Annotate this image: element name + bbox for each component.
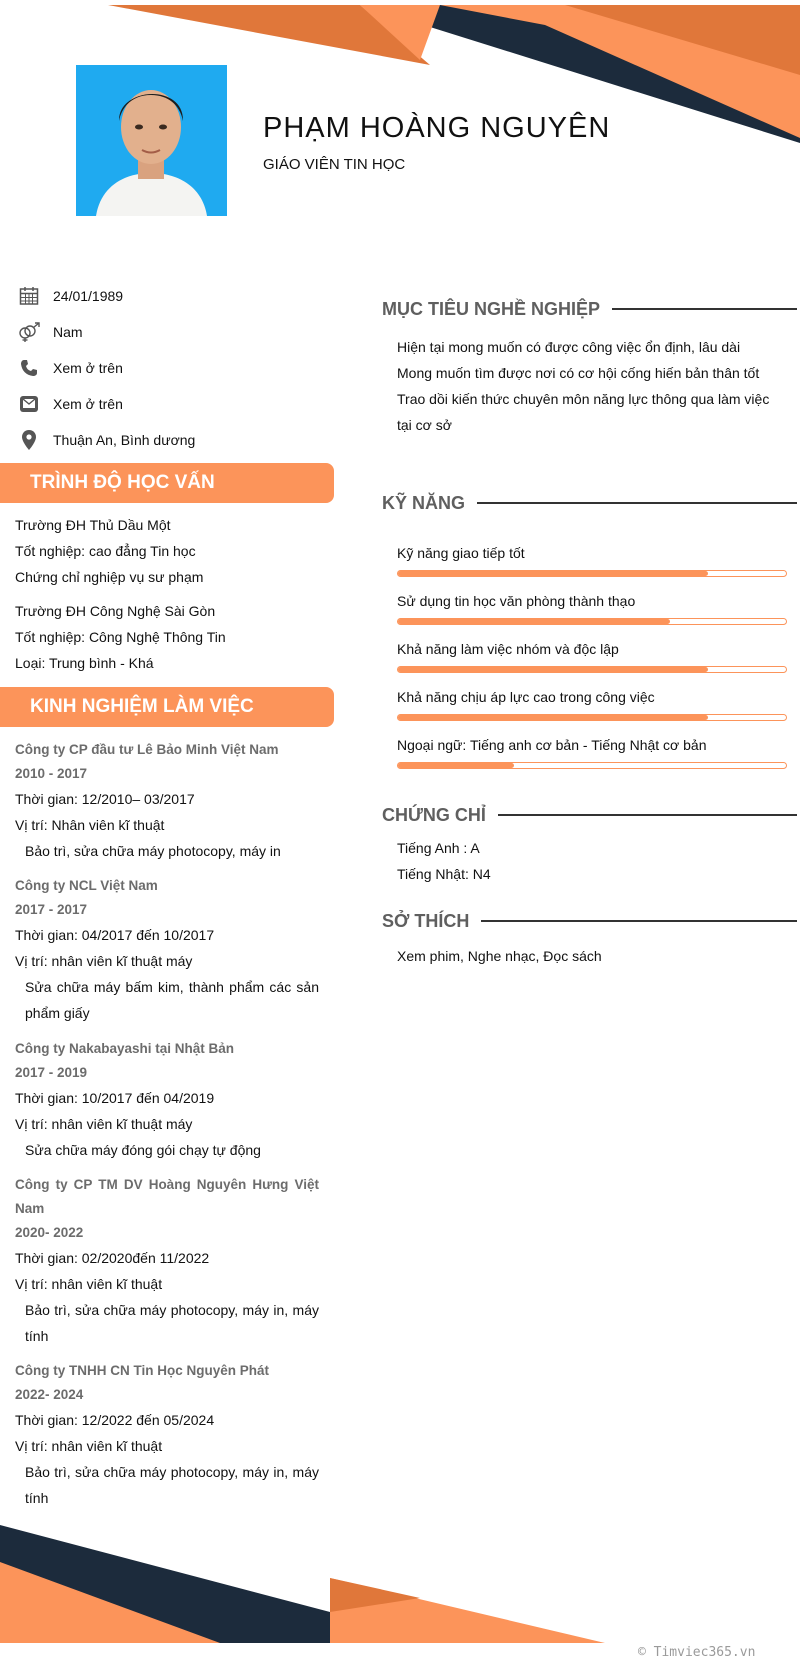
footer-watermark: © Timviec365.vn — [638, 1645, 756, 1660]
company-name: Công ty Nakabayashi tại Nhật Bản — [15, 1041, 235, 1056]
profile-photo — [76, 65, 227, 216]
email-value: Xem ở trên — [53, 396, 123, 412]
skill-label: Sử dụng tin học văn phòng thành thạo — [397, 593, 636, 609]
experience-banner — [0, 687, 334, 727]
hobbies-text: Xem phim, Nghe nhạc, Đọc sách — [397, 948, 602, 964]
objective-line: Trao dồi kiến thức chuyên môn năng lực thông qua làm việc — [397, 391, 770, 407]
job-time: Thời gian: 04/2017 đến 10/2017 — [15, 927, 215, 943]
objective-divider — [612, 308, 797, 310]
skill-bar — [397, 666, 787, 673]
company-name: Công ty CP TM DV Hoàng Nguyên Hưng Việt Nam — [15, 1177, 319, 1216]
objective-line: tại cơ sở — [397, 417, 452, 433]
objective-heading — [382, 298, 797, 320]
hobbies-heading — [382, 910, 797, 932]
education-line: Chứng chỉ nghiệp vụ sư phạm — [15, 569, 204, 585]
skill-label: Khả năng chịu áp lực cao trong công việc — [397, 689, 655, 705]
skill-bar — [397, 570, 787, 577]
skill-bar-fill — [398, 667, 708, 672]
skills-title: KỸ NĂNG — [382, 492, 466, 513]
gender-icon — [17, 320, 41, 344]
skill-bar-fill — [398, 763, 514, 768]
birthday-value: 24/01/1989 — [53, 288, 124, 304]
info-birthday — [17, 284, 123, 308]
objective-line: Hiện tại mong muốn có được công việc ổn định, lâu dài — [397, 339, 741, 355]
info-phone — [17, 356, 123, 380]
phone-value: Xem ở trên — [53, 360, 123, 376]
skill-bar-fill — [398, 619, 670, 624]
calendar-icon — [17, 284, 41, 308]
certificates-title: CHỨNG CHỈ — [382, 804, 486, 825]
info-email — [17, 392, 123, 416]
company-years: 2020- 2022 — [15, 1225, 84, 1240]
skill-bar — [397, 618, 787, 625]
skill-label: Kỹ năng giao tiếp tốt — [397, 545, 525, 561]
company-name: Công ty NCL Việt Nam — [15, 878, 158, 893]
company-name: Công ty TNHH CN Tin Học Nguyên Phát — [15, 1363, 270, 1378]
job-time: Thời gian: 12/2022 đến 05/2024 — [15, 1412, 215, 1428]
certificates-divider — [498, 814, 797, 816]
skills-heading — [382, 492, 797, 514]
envelope-icon — [17, 392, 41, 416]
job-position: Vị trí: nhân viên kĩ thuật máy — [15, 953, 193, 969]
company-years: 2017 - 2017 — [15, 902, 88, 917]
education-banner — [0, 463, 334, 503]
job-position: Vị trí: nhân viên kĩ thuật — [15, 1438, 163, 1454]
job-description: Bảo trì, sửa chữa máy photocopy, máy in, máy tính — [25, 1464, 319, 1506]
job-description: Bảo trì, sửa chữa máy photocopy, máy in — [25, 843, 281, 859]
skill-bar-fill — [398, 571, 708, 576]
certificate-item: Tiếng Nhật: N4 — [397, 866, 491, 882]
gender-value: Nam — [53, 324, 83, 340]
job-position: Vị trí: nhân viên kĩ thuật — [15, 1276, 163, 1292]
hobbies-divider — [481, 920, 797, 922]
objective-line: Mong muốn tìm được nơi có cơ hội cống hiến bản thân tốt — [397, 365, 760, 381]
job-time: Thời gian: 10/2017 đến 04/2019 — [15, 1090, 215, 1106]
education-line: Trường ĐH Thủ Dầu Một — [15, 517, 171, 533]
certificates-heading — [382, 804, 797, 826]
education-title: TRÌNH ĐỘ HỌC VẤN — [30, 472, 215, 493]
skills-divider — [477, 502, 797, 504]
candidate-name: PHẠM HOÀNG NGUYÊN — [263, 112, 611, 144]
info-gender — [17, 320, 83, 344]
skill-bar — [397, 714, 787, 721]
experience-title: KINH NGHIỆM LÀM VIỆC — [30, 696, 254, 717]
company-name: Công ty CP đầu tư Lê Bảo Minh Việt Nam — [15, 742, 279, 757]
footer-decoration — [0, 1520, 800, 1645]
job-time: Thời gian: 02/2020đến 11/2022 — [15, 1250, 210, 1266]
hobbies-title: SỞ THÍCH — [382, 910, 470, 931]
phone-icon — [17, 356, 41, 380]
objective-title: MỤC TIÊU NGHỀ NGHIỆP — [382, 298, 601, 319]
job-position: Vị trí: Nhân viên kĩ thuật — [15, 817, 165, 833]
skill-bar-fill — [398, 715, 708, 720]
job-description: Bảo trì, sửa chữa máy photocopy, máy in, máy tính — [25, 1302, 319, 1344]
education-line: Tốt nghiệp: Công Nghệ Thông Tin — [15, 629, 226, 645]
education-line: Loại: Trung bình - Khá — [15, 655, 154, 671]
job-title: GIÁO VIÊN TIN HỌC — [263, 156, 406, 173]
company-years: 2022- 2024 — [15, 1387, 84, 1402]
skill-label: Ngoại ngữ: Tiếng anh cơ bản - Tiếng Nhật cơ bản — [397, 737, 707, 753]
address-value: Thuận An, Bình dương — [53, 432, 196, 448]
job-description: Sửa chữa máy đóng gói chạy tự động — [25, 1142, 261, 1158]
education-line: Tốt nghiệp: cao đẳng Tin học — [15, 543, 196, 559]
map-pin-icon — [17, 428, 41, 452]
job-time: Thời gian: 12/2010– 03/2017 — [15, 791, 195, 807]
education-line: Trường ĐH Công Nghệ Sài Gòn — [15, 603, 216, 619]
info-address — [17, 428, 195, 452]
company-years: 2010 - 2017 — [15, 766, 88, 781]
job-position: Vị trí: nhân viên kĩ thuật máy — [15, 1116, 193, 1132]
skill-bar — [397, 762, 787, 769]
skill-label: Khả năng làm việc nhóm và độc lập — [397, 641, 619, 657]
company-years: 2017 - 2019 — [15, 1065, 88, 1080]
certificate-item: Tiếng Anh : A — [397, 840, 480, 856]
job-description: Sửa chữa máy bấm kim, thành phẩm các sản phẩm giấy — [25, 979, 319, 1021]
